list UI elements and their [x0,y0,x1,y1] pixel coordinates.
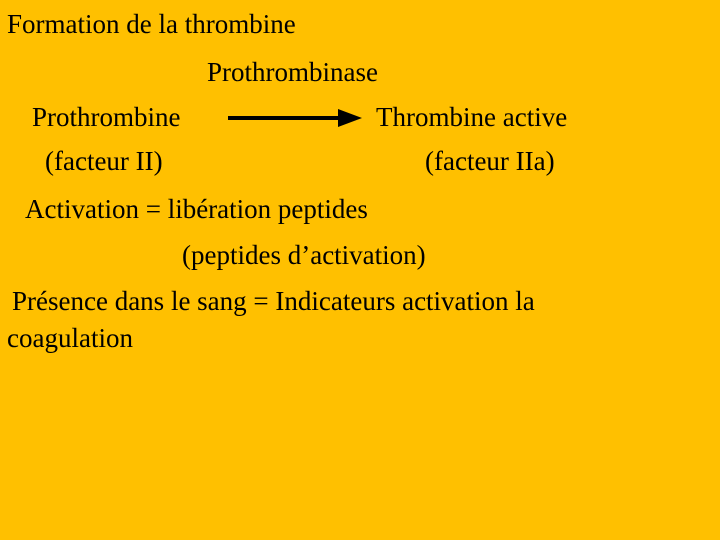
substrate-label: Prothrombine [32,102,181,132]
enzyme-label: Prothrombinase [207,57,378,87]
peptides-note: (peptides d’activation) [182,240,426,270]
slide-title: Formation de la thrombine [7,9,296,39]
presence-text-continued: coagulation [7,323,133,353]
activation-text: Activation = libération peptides [25,194,368,224]
presence-text: Présence dans le sang = Indicateurs activation la [12,286,535,316]
substrate-factor-label: (facteur II) [45,146,163,176]
product-factor-label: (facteur IIa) [425,146,555,176]
product-label: Thrombine active [376,102,568,132]
arrow-right-icon [228,106,362,130]
